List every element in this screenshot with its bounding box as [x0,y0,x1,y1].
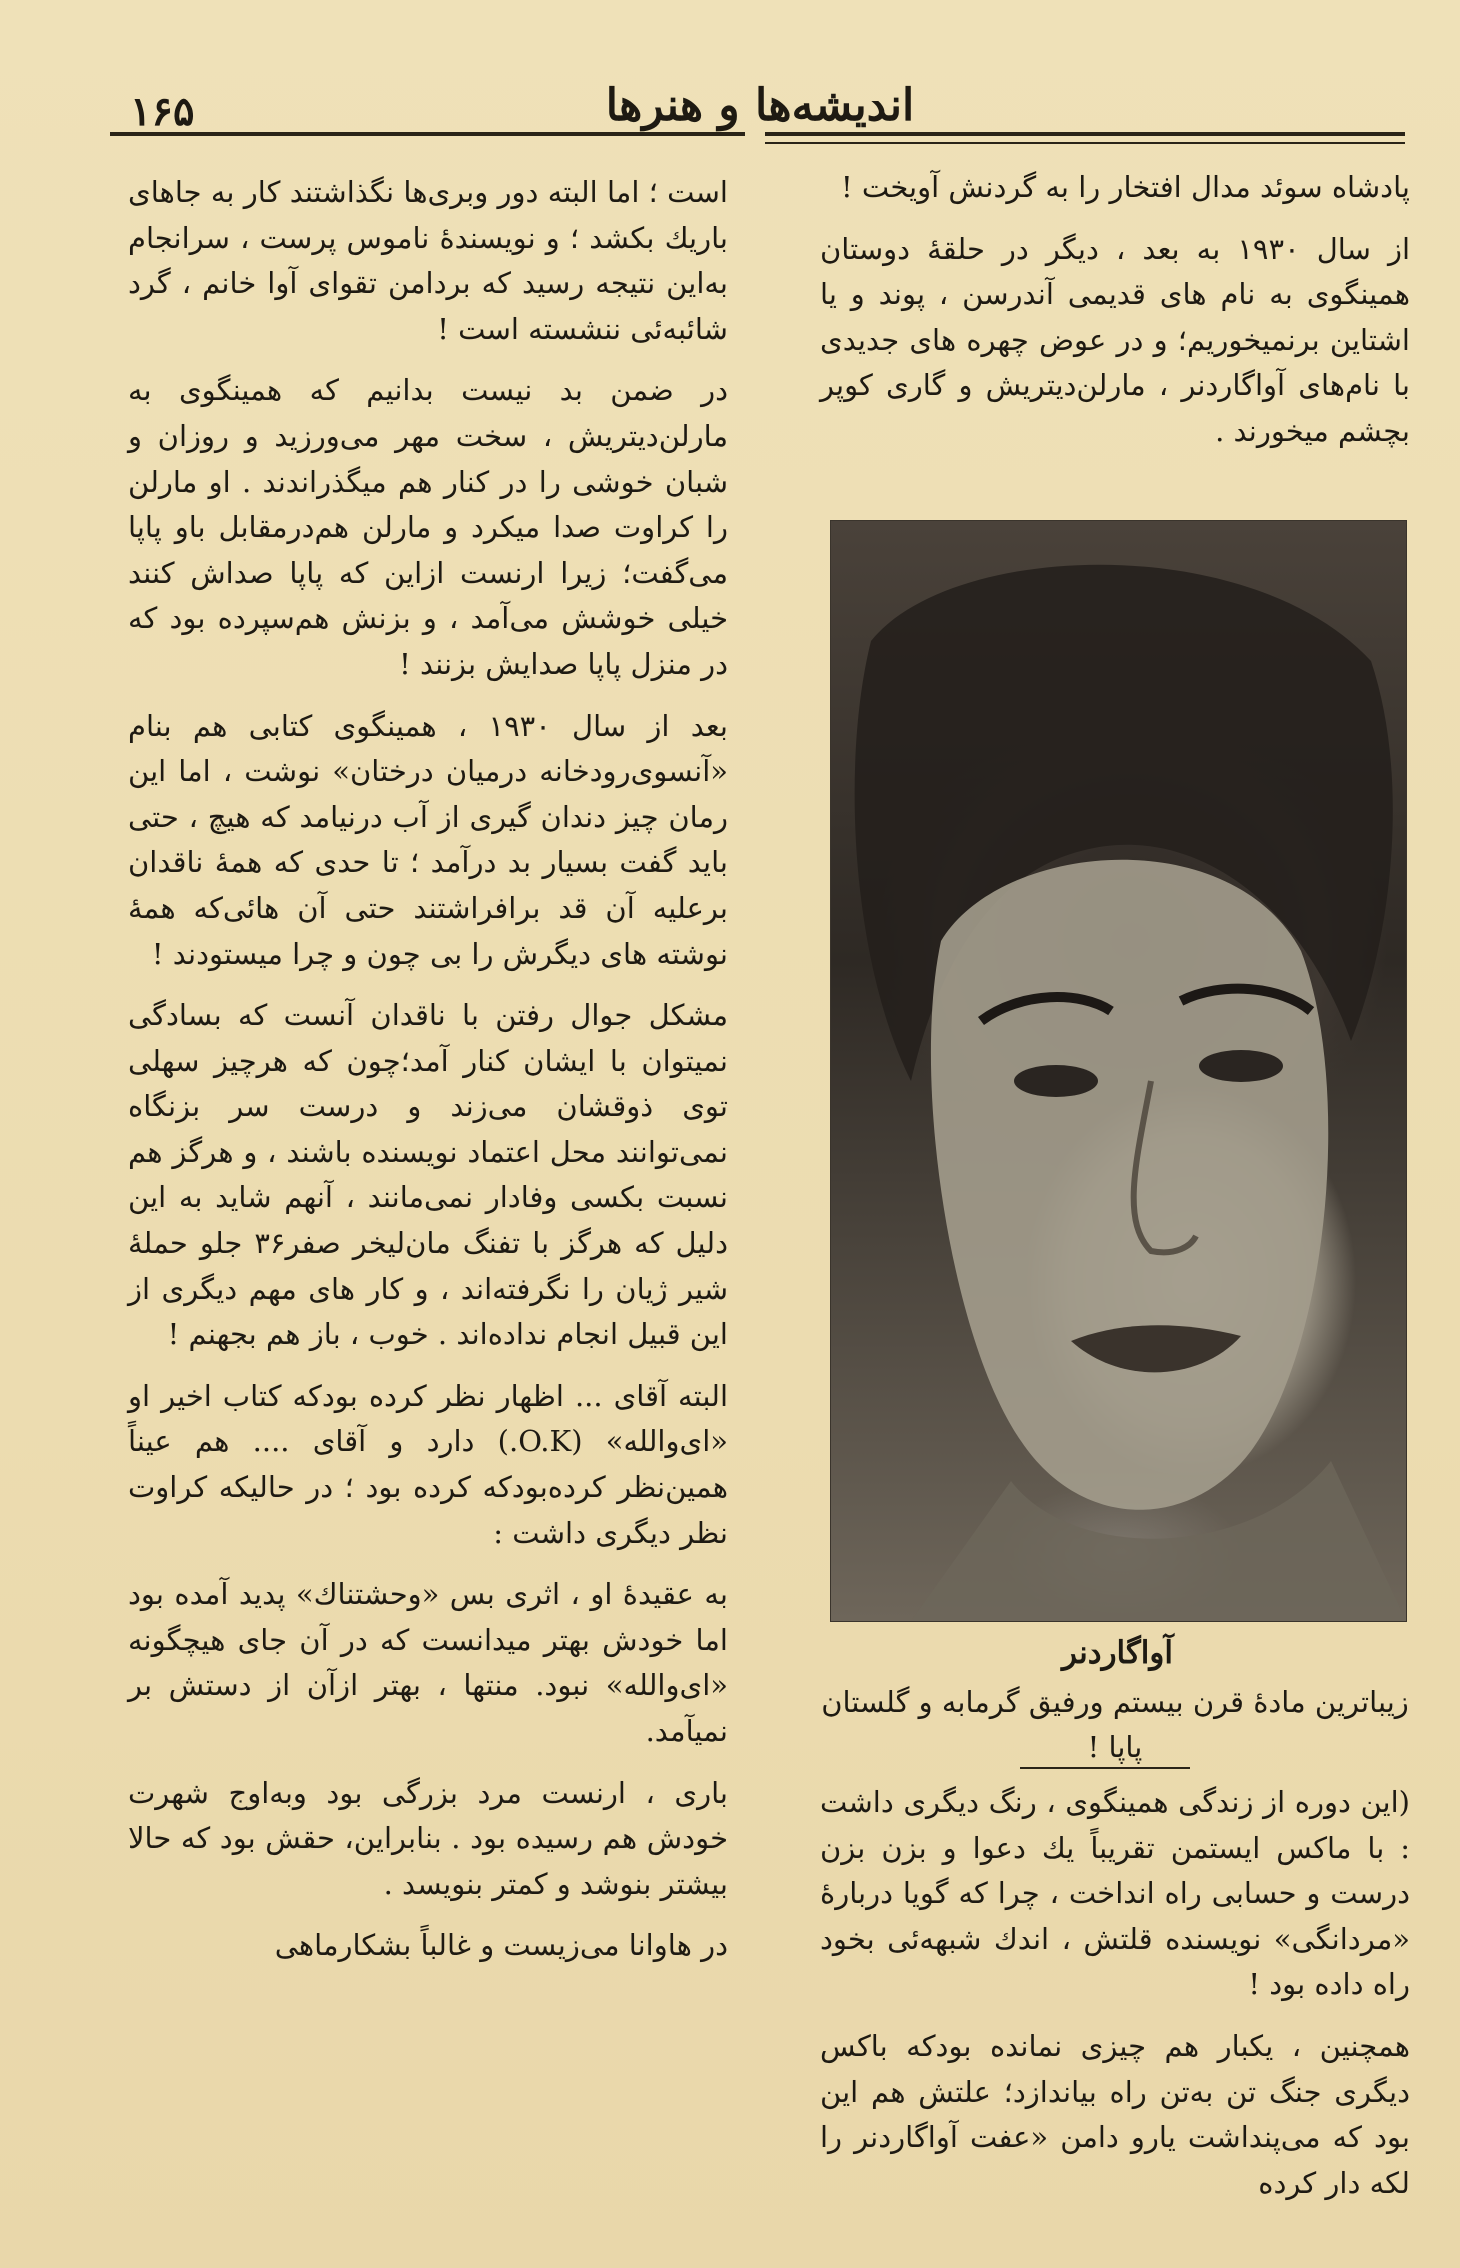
left-column [128,170,728,1985]
portrait-illustration [831,521,1406,1621]
header-rule-right-thin [765,142,1405,144]
page-number: ۱۶۵ [130,88,195,135]
right-column-top [820,165,1410,471]
running-title: اندیشه‌ها و هنرها [605,80,915,131]
paragraph: به عقیدهٔ او ، اثری بس «وحشتناك» پدید آمده بود اما خودش بهتر میدانست که در آن جای هیچگونه «ای‌والله» نبود. منتها ، بهتر ازآن از دستش بر نمیآمد. [128,1577,728,1748]
right-column-bottom [820,1780,1410,2222]
paragraph: از سال ۱۹۳۰ به بعد ، دیگر در حلقهٔ دوستان همینگوی به نام های قدیمی آندرسن ، پوند و یا اشتاین برنمیخوریم؛ و در عوض چهره های جدیدی با نام‌های آواگاردنر ، مارلن‌دیتریش و گاری کوپر بچشم میخورند . [820,231,1411,448]
photo-caption-text: زیباترین مادهٔ قرن بیستم ورفیق گرمابه و گلستان پاپا ! [821,1685,1409,1764]
header-rule-right [765,132,1405,136]
paragraph: البته آقای ... اظهار نظر کرده بودکه کتاب اخیر او «ای‌والله» (O.K.) دارد و آقای .... هم عیناً همین‌نظر کرده‌بودکه کرده بود ؛ در حالیکه کراوت نظر دیگری داشت : [128,1378,728,1550]
photo-caption-title: آواگاردنر [1062,1635,1173,1671]
paragraph: در ضمن بد نیست بدانیم که همینگوی به مارلن‌دیتریش ، سخت مهر می‌ورزید و روزان و شبان خوشی را در کنار هم میگذراندند . او مارلن را کراوت صدا میکرد و مارلن هم‌درمقابل باو پاپا می‌گفت؛ زیرا ارنست ازاین که پاپا صداش کنند خیلی خوشش می‌آمد ، و بزنش هم‌سپرده بود که در منزل پاپا صدایش بزنند ! [128,373,728,681]
paragraph: است ؛ اما البته دور وبری‌ها نگذاشتند کار به جاهای باریك بکشد ؛ و نویسندهٔ ناموس پرست ، سرانجام به‌این نتیجه رسید که بردامن تقوای آوا خانم ، گرد شائبه‌ئی ننشسته است ! [128,175,728,346]
portrait-photo [830,520,1407,1622]
paragraph: مشکل جوال رفتن با ناقدان آنست که بسادگی نمیتوان با ایشان کنار آمد؛چون که هرچیز سهلی توی ذوقشان می‌زند و درست سر بزنگاه نمی‌توانند محل اعتماد نویسنده باشند ، و هرگز هم نسبت بکسی وفادار نمی‌مانند ، آنهم شاید به این دلیل که هرگز با تفنگ مان‌لیخر صفر۳۶ جلو حملهٔ شیر ژیان را نگرفته‌اند ، و کار های مهم دیگری از این قبیل انجام نداده‌اند . خوب ، باز هم بجهنم ! [128,998,728,1352]
caption-underline [1020,1767,1190,1769]
paragraph: در هاوانا می‌زیست و غالباً بشکارماهی [274,1928,728,1963]
page-header [110,70,1410,140]
header-rule-left [110,132,745,136]
paragraph: همچنین ، یکبار هم چیزی نمانده بودکه باکس دیگری جنگ تن به‌تن راه بیاندازد؛ علتش هم این بود که می‌پنداشت یارو دامن «عفت آواگاردنر را لکه دار کرده [820,2028,1410,2200]
paragraph: (این دوره از زندگی همینگوی ، رنگ دیگری داشت : با ماکس ایستمن تقریباً یك دعوا و بزن بزن درست و حسابی راه انداخت ، چرا که گویا دربارهٔ «مردانگی» نویسنده قلتش ، اندك شبهه‌ئی بخود راه داده بود ! [820,1785,1410,2002]
paragraph: باری ، ارنست مرد بزرگی بود وبه‌اوج شهرت خودش هم رسیده بود . بنابراین، حقش بود که حالا بیشتر بنوشد و کمتر بنویسد . [128,1775,728,1901]
paragraph: بعد از سال ۱۹۳۰ ، همینگوی کتابی هم بنام «آنسوی‌رودخانه درمیان درختان» نوشت ، اما این رمان چیز دندان گیری از آب درنیامد که هیچ ، حتی باید گفت بسیار بد درآمد ؛ تا حدی که همهٔ ناقدان برعلیه آن قد برافراشتند حتی آن هائی‌که همهٔ نوشته های دیگرش را بی چون و چرا میستودند ! [128,708,728,971]
paragraph: پادشاه سوئد مدال افتخار را به گردنش آویخت ! [840,170,1410,204]
